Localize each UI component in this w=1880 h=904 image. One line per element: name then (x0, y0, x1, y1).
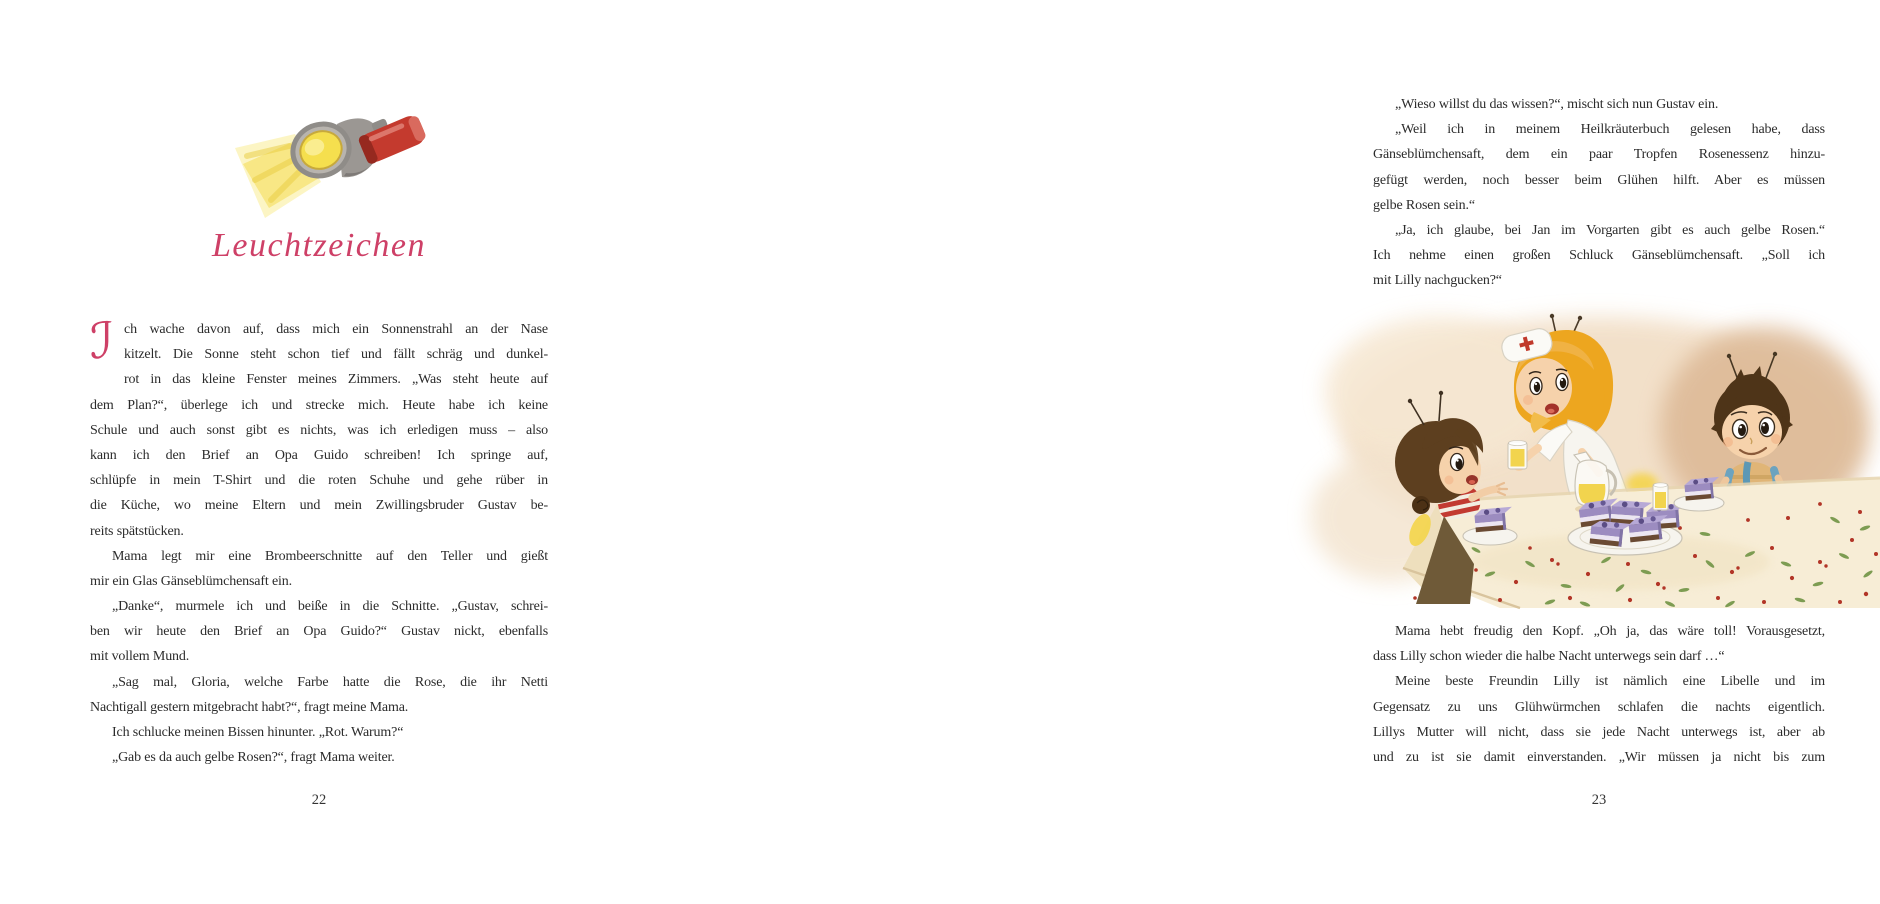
text-line: Meine beste Freundin Lilly ist nämlich eine Libelle und im (1395, 674, 1825, 690)
text-line: „Danke“, murmele ich und beiße in die Schnitte. „Gustav, schrei- (112, 599, 548, 615)
text-line: Nachtigall gestern mitgebracht habt?“, fragt meine Mama. (90, 699, 409, 715)
text-line: dem Plan?“, überlege ich und strecke mich. Heute habe ich keine (90, 397, 548, 413)
text-line: dass Lilly schon wieder die halbe Nacht unterwegs sein darf …“ (1373, 649, 1725, 665)
flashlight-illustration (233, 84, 425, 234)
text-line: ben wir heute den Brief an Opa Guido?“ Gustav nickt, ebenfalls (90, 624, 548, 640)
text-line: gelbe Rosen sein.“ (1373, 197, 1475, 213)
chapter-title: Leuchtzeichen (212, 227, 426, 264)
text-line: reits spätstücken. (90, 523, 184, 539)
text-line: Ich nehme einen großen Schluck Gänseblümchensaft. „Soll ich (1373, 248, 1825, 264)
text-line: „Ja, ich glaube, bei Jan im Vorgarten gibt es auch gelbe Rosen.“ (1395, 222, 1825, 238)
page-number-left: 22 (311, 792, 327, 808)
text-line: kitzelt. Die Sonne steht schon tief und fällt schräg und dunkel- (124, 347, 548, 363)
text-line: „Weil ich in meinem Heilkräuterbuch gelesen habe, dass (1395, 122, 1825, 138)
text-line: Schule und auch sonst gibt es nichts, was ich erledigen muss – also (90, 422, 548, 438)
text-line: „Gab es da auch gelbe Rosen?“, fragt Mama weiter. (112, 750, 395, 766)
text-line: Ich schlucke meinen Bissen hinunter. „Rot. Warum?“ (112, 725, 404, 740)
text-line: mit vollem Mund. (90, 649, 190, 665)
text-line: Mama legt mir eine Brombeerschnitte auf den Teller und gießt (112, 548, 548, 564)
drop-cap: ℐ (90, 312, 114, 370)
text-line: Gegensatz zu uns Glühwürmchen schlafen die nachts eigentlich. (1373, 699, 1825, 715)
text-line: mit Lilly nachgucken?“ (1373, 273, 1502, 289)
juice-glass-in-hand-shape (1508, 440, 1527, 469)
text-line: kann ich den Brief an Opa Guido schreiben! Ich springe auf, (90, 447, 548, 463)
text-line: Mama hebt freudig den Kopf. „Oh ja, das wäre toll! Vorausgesetzt, (1395, 624, 1825, 639)
text-line: schlüpfe in mein T-Shirt und die roten Schuhe und gehe rüber in (90, 473, 548, 489)
breakfast-table-illustration (1320, 312, 1880, 602)
text-line: mir ein Glas Gänseblümchensaft ein. (90, 573, 292, 589)
text-line: Gänseblümchensaft, dem ein paar Tropfen Rosenessenz hinzu- (1373, 147, 1825, 163)
text-line: rot in das kleine Fenster meines Zimmers. „Was steht heute auf (124, 372, 548, 388)
body-text-left (90, 312, 548, 770)
body-text-right-top (1373, 92, 1825, 294)
text-line: und zu ist sie damit einverstanden. „Wir müssen ja nicht bis zum (1373, 749, 1825, 765)
text-line: Lillys Mutter will nicht, dass sie jede Nacht unterwegs ist, aber ab (1373, 724, 1825, 740)
text-line: ch wache davon auf, dass mich ein Sonnenstrahl an der Nase (124, 322, 548, 337)
page-left (0, 0, 640, 904)
text-line: „Sag mal, Gloria, welche Farbe hatte die Rose, die ihr Netti (112, 674, 548, 690)
page-number-right: 23 (1591, 792, 1607, 808)
body-text-right-bottom (1373, 619, 1825, 770)
center-plate-shape (1568, 498, 1688, 555)
flashlight-handle-shape (354, 106, 428, 166)
text-line: „Wieso willst du das wissen?“, mischt sich nun Gustav ein. (1395, 97, 1719, 112)
boy-glass-shape (1653, 483, 1668, 510)
text-line: gefügt werden, noch besser beim Glühen hilft. Aber es müssen (1373, 172, 1825, 188)
page-right (640, 0, 1825, 904)
text-line: die Küche, wo meine Eltern und mein Zwillingsbruder Gustav be- (90, 498, 548, 514)
